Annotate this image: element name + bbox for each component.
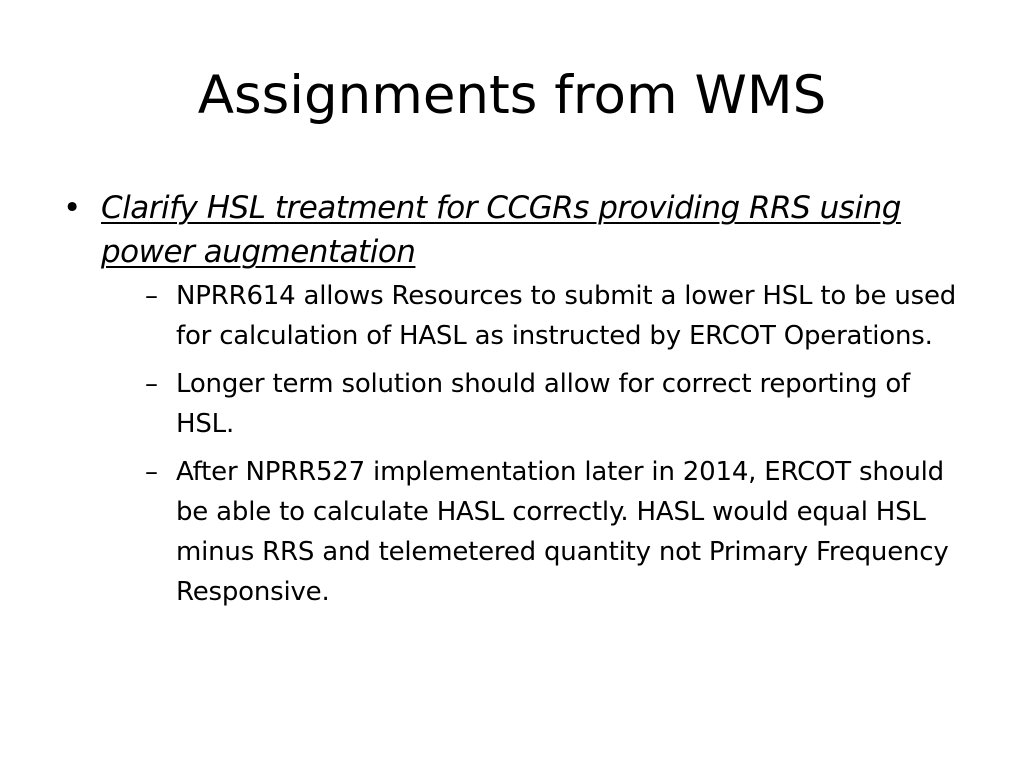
sub-bullet-text: NPRR614 allows Resources to submit a lower HSL to be used for calculation of HASL as instructed by ERCOT Operations. [176, 281, 957, 351]
bullet-item [63, 186, 968, 274]
sub-bullet-item [145, 364, 968, 444]
sub-bullet-list [63, 276, 968, 612]
sub-bullet-item [145, 276, 968, 356]
sub-bullet-item [145, 452, 968, 612]
bullet-text: Clarify HSL treatment for CCGRs providing RRS using power augmentation [101, 190, 901, 270]
slide-title: Assignments from WMS [197, 65, 827, 126]
sub-bullet-text: After NPRR527 implementation later in 2014, ERCOT should be able to calculate HASL correctly. HASL would equal HSL minus RRS and telemetered quantity not Primary Frequency Responsive. [176, 457, 949, 607]
sub-bullet-text: Longer term solution should allow for correct reporting of HSL. [176, 369, 910, 439]
dash-marker: – [145, 369, 158, 399]
dash-marker: – [145, 281, 158, 311]
bullet-marker: • [63, 190, 81, 226]
dash-marker: – [145, 457, 158, 487]
slide-body [63, 186, 968, 620]
